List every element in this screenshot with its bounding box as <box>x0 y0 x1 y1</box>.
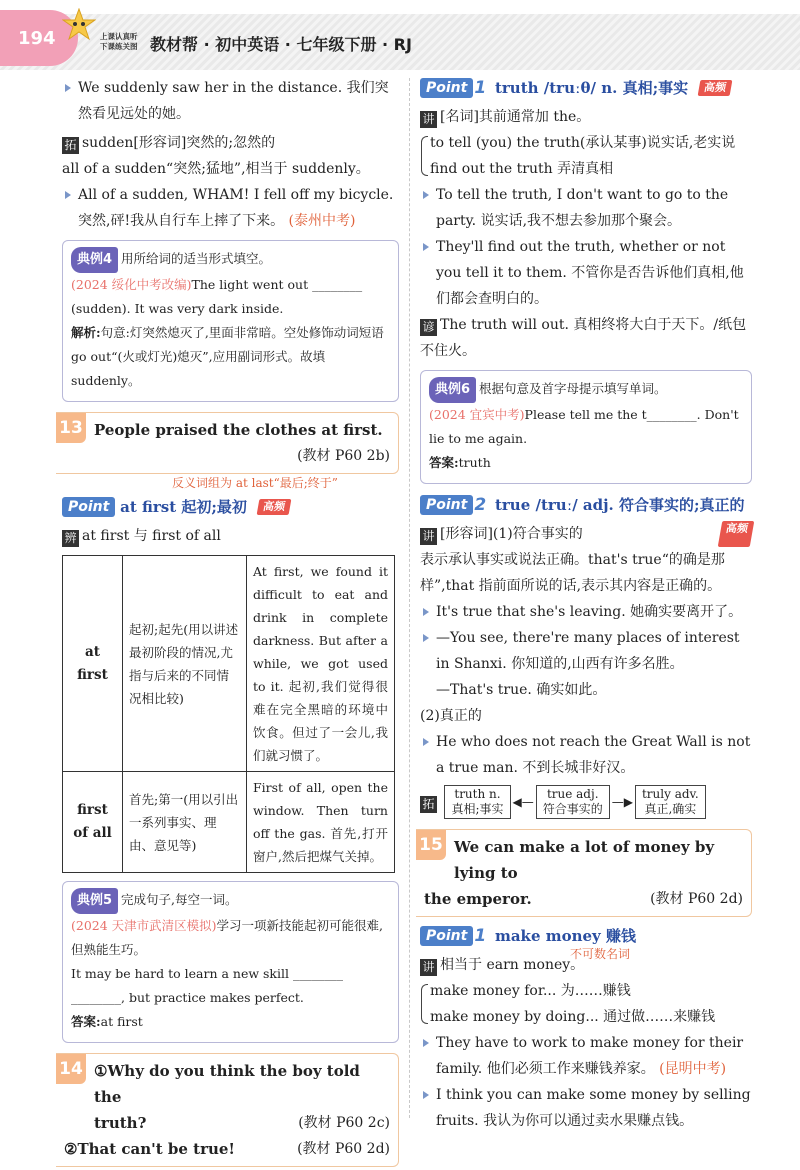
question-text: The light went out ________ <box>191 277 363 292</box>
point-tag: Point <box>420 78 473 98</box>
sentence-zh: 说实话,我不想去参加那个聚会。 <box>480 213 682 229</box>
table-row <box>63 556 395 772</box>
extension-text-1: sudden[形容词]突然的;忽然的 <box>82 135 276 151</box>
point-title: truth /truːθ/ n. 真相;事实 <box>494 79 689 97</box>
sentence-text: truth? <box>94 1114 147 1132</box>
example-sentence: It's true that she's leaving. 她确实要离开了。 <box>420 599 752 625</box>
question-line <box>429 403 743 427</box>
extension-note <box>62 130 399 156</box>
example-sentence <box>62 182 399 234</box>
example-tag: 典例5 <box>71 888 118 914</box>
distinguish-text: at first 与 first of all <box>82 528 221 544</box>
proverb <box>420 312 752 364</box>
word-box-truly <box>635 785 706 819</box>
word-form: truth n. <box>454 787 501 801</box>
table-cell-key: at first <box>63 556 123 772</box>
arrow-right-icon: —▶ <box>611 795 633 809</box>
point-title: make money 赚钱 <box>494 927 636 945</box>
sentence-box-15 <box>416 829 752 917</box>
distinguish-tag: 辨 <box>62 530 79 547</box>
question-text: Please tell me the t________. Don't <box>524 407 739 422</box>
sentence-text: We can make a lot of money by lying to <box>454 838 715 882</box>
sentence-en: To tell the truth, I don't want to go to the party. <box>436 187 729 229</box>
phrase-item: make money for... 为……赚钱 <box>430 983 631 999</box>
source-label: (2024 绥化中考改编) <box>71 277 192 292</box>
extension-text-2: all of a sudden“突然;猛地”,相当于 suddenly。 <box>62 161 370 177</box>
example-sentence <box>420 234 752 312</box>
table-cell-meaning: 起初;起先(用以讲述最初阶段的情况,尤指与后来的不同情况相比较) <box>123 556 247 772</box>
sentence-text: ②That can't be true! <box>64 1140 236 1158</box>
distinguish-note <box>62 523 399 549</box>
annotation-row <box>62 474 399 490</box>
word-family <box>420 785 752 819</box>
sentence-en: —You see, there're many places of interest in Shanxi. <box>436 630 740 672</box>
example-instruction: 用所给词的适当形式填空。 <box>121 251 272 266</box>
slogan-line-2: 下课练关图 <box>100 42 138 51</box>
example-instruction: 根据句意及首字母提示填写单词。 <box>479 381 667 396</box>
word-box-true <box>536 785 610 819</box>
phrase-item: make money by doing... 通过做……来赚钱 <box>430 1009 716 1025</box>
page-header <box>0 0 800 70</box>
table-cell-example: First of all, open the window. Then turn off the gas. 首先,打开窗户,然后把煤气关掉。 <box>247 772 395 873</box>
high-frequency-badge: 高频 <box>256 499 291 515</box>
phrase-group <box>420 130 752 182</box>
example-sentence <box>420 1030 752 1082</box>
example-box-5 <box>62 881 399 1043</box>
textbook-ref: (教材 P60 2b) <box>297 448 390 464</box>
word-form: truly adv. <box>641 787 699 801</box>
example-box-4 <box>62 240 399 402</box>
sentence-row <box>424 886 743 912</box>
column-divider <box>409 78 410 1118</box>
definition <box>420 104 752 130</box>
example-header <box>71 888 390 914</box>
source-label: (2024 宜宾中考) <box>429 407 525 422</box>
table-cell-example: At first, we found it difficult to eat and drink in complete darkness. But after a while, we got used to it. 起初,我们觉得很难在完全黑暗的环境中饮食。但过了一会儿,我们就习惯了。 <box>247 556 395 772</box>
point-tag: Point <box>420 495 473 515</box>
sentence-en: All of a sudden, WHAM! I fell off my bicycle. <box>78 187 394 203</box>
sentence-text: the emperor. <box>424 890 532 908</box>
right-column <box>420 75 752 1134</box>
answer-text: truth <box>458 455 491 470</box>
answer-label: 答案: <box>71 1014 101 1029</box>
phrase-item: find out the truth 弄清真相 <box>430 161 614 177</box>
question-line <box>71 914 390 962</box>
example-sentence <box>420 625 752 677</box>
question-text: lie to me again. <box>429 431 528 446</box>
slogan-line-1: 上课认真听 <box>100 32 138 41</box>
reply-sentence: —That's true. 确实如此。 <box>436 682 607 698</box>
point-true <box>420 492 752 518</box>
analysis-text: 句意:灯突然熄灭了,里面非常暗。空处修饰动词短语 go out“(火或灯光)熄灭”,应用副词形式。故填 suddenly。 <box>71 325 384 388</box>
sentence-en: We suddenly saw her in the distance. <box>78 80 343 96</box>
definition-text: 相当于 earn money。 <box>440 957 585 973</box>
table-row <box>63 772 395 873</box>
point-title: at first 起初;最初 <box>120 498 247 516</box>
sentence-number: 15 <box>416 830 446 860</box>
point-make-money <box>420 923 752 961</box>
sentence-zh: 你知道的,山西有许多名胜。 <box>511 656 684 672</box>
sentence-text: ①Why do you think the boy told the <box>94 1062 360 1106</box>
explain-tag: 讲 <box>420 959 437 976</box>
source-label: (泰州中考) <box>288 213 356 229</box>
word-meaning: 真正,确实 <box>644 802 697 816</box>
sentence-zh: 他们必须工作来赚钱养家。 <box>486 1061 655 1077</box>
example-sentence: He who does not reach the Great Wall is not a true man. 不到长城非好汉。 <box>420 729 752 781</box>
sentence-zh: 突然,砰!我从自行车上摔了下来。 <box>78 213 285 229</box>
question-zh: 学习一项新技能起初可能很难,但熟能生巧。 <box>71 918 384 957</box>
slogan <box>100 32 138 52</box>
proverb-tag: 谚 <box>420 319 437 336</box>
question-line <box>71 273 390 297</box>
table-cell-key: first of all <box>63 772 123 873</box>
arrow-left-icon: ◀— <box>512 795 534 809</box>
word-meaning: 符合事实的 <box>542 802 603 816</box>
point-number: 1 <box>474 926 487 946</box>
example-sentence <box>62 75 399 127</box>
table-cell-meaning: 首先;第一(用以引出一系列事实、理由、意见等) <box>123 772 247 873</box>
phrase-group <box>420 978 752 1030</box>
answer <box>429 451 743 475</box>
textbook-ref: (教材 P60 2d) <box>297 1141 390 1157</box>
sentence-row <box>94 1110 390 1136</box>
extension-tag: 拓 <box>420 796 437 813</box>
extension-tag: 拓 <box>62 137 79 154</box>
sentence-box-14 <box>56 1053 399 1167</box>
sentence-number: 14 <box>56 1054 86 1084</box>
definition-text: [形容词](1)符合事实的 <box>440 526 583 542</box>
sentence-box-13 <box>56 412 399 474</box>
example-instruction: 完成句子,每空一词。 <box>121 892 238 907</box>
sentence-zh: 不管你是否告诉他们真相,他们都会查明白的。 <box>436 265 744 307</box>
question-text: (sudden). It was very dark inside. <box>71 301 284 316</box>
example-sentence <box>420 182 752 234</box>
explain-tag: 讲 <box>420 111 437 128</box>
sentence-en: They'll find out the truth, whether or not you tell it to them. <box>436 239 726 281</box>
answer-label: 答案: <box>429 455 459 470</box>
page-number: 194 <box>18 28 56 49</box>
definition-text: (2)真正的 <box>420 708 482 724</box>
definition-text: 表示承认事实或说法正确。that's true“的确是那样”,that 指前面所说的话,表示其内容是正确的。 <box>420 552 725 594</box>
comparison-table <box>62 555 395 873</box>
point-at-first <box>62 494 399 520</box>
phrase-item: to tell (you) the truth(承认某事)说实话,老实说 <box>430 135 736 151</box>
definition <box>420 521 752 547</box>
point-tag: Point <box>62 497 115 517</box>
question-text: It may be hard to learn a new skill ________ <box>71 966 343 981</box>
sentence-zh: 我们突然看见远处的她。 <box>78 80 389 122</box>
textbook-ref: (教材 P60 2d) <box>650 891 743 907</box>
definition-text: [名词]其前通常加 the。 <box>440 109 591 125</box>
source-label: (2024 天津市武清区模拟) <box>71 918 217 933</box>
sentence-en: They have to work to make money for their family. <box>436 1035 744 1077</box>
answer-text: at first <box>100 1014 143 1029</box>
sentence-row <box>64 1136 390 1162</box>
example-header <box>429 377 743 403</box>
analysis <box>71 321 390 393</box>
answer <box>71 1010 390 1034</box>
word-meaning: 真相;事实 <box>451 802 504 816</box>
proverb-text: The truth will out. 真相终将大白于天下。/纸包不住火。 <box>420 317 747 359</box>
left-column <box>59 75 399 1167</box>
explain-tag: 讲 <box>420 528 437 545</box>
star-mascot-icon <box>62 8 96 42</box>
analysis-label: 解析: <box>71 325 101 340</box>
question-text: ________, but practice makes perfect. <box>71 990 304 1005</box>
word-form: true adj. <box>546 787 599 801</box>
sentence-number: 13 <box>56 413 86 443</box>
uncountable-annotation: 不可数名词 <box>570 947 631 961</box>
example-sentence: I think you can make some money by selling fruits. 我认为你可以通过卖水果赚点钱。 <box>420 1082 752 1134</box>
point-number: 1 <box>474 78 487 98</box>
book-title: 教材帮 · 初中英语 · 七年级下册 · RJ <box>150 35 412 54</box>
point-truth <box>420 75 752 101</box>
high-frequency-badge: 高频 <box>697 80 732 96</box>
example-tag: 典例4 <box>71 247 118 273</box>
example-tag: 典例6 <box>429 377 476 403</box>
high-frequency-badge: 高频 <box>718 521 755 547</box>
word-box-truth <box>444 785 510 819</box>
point-title: true /truː/ adj. 符合事实的;真正的 <box>494 496 745 514</box>
point-number: 2 <box>474 495 487 515</box>
textbook-ref: (教材 P60 2c) <box>298 1115 390 1131</box>
example-box-6 <box>420 370 752 484</box>
sentence-text: People praised the clothes at first. <box>94 421 383 439</box>
source-label: (昆明中考) <box>659 1061 727 1077</box>
example-header <box>71 247 390 273</box>
point-tag: Point <box>420 926 473 946</box>
antonym-annotation: 反义词组为 at last“最后;终于” <box>172 476 338 490</box>
